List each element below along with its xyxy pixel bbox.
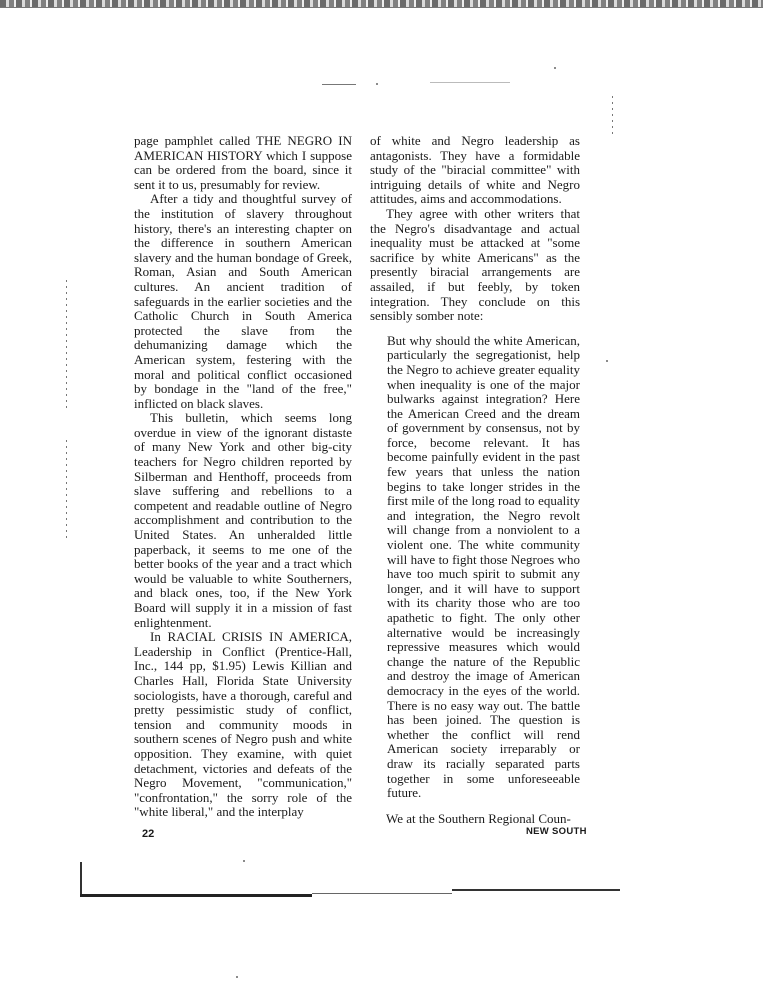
scan-mark: [322, 84, 356, 85]
paragraph: of white and Negro leadership as antagonists. They have a formidable study of the "biracial committee" with intriguing details of white and Negro attitudes, aims and accommodations.: [370, 133, 580, 207]
bottom-rule: [312, 893, 452, 894]
bottom-rule: [452, 889, 620, 891]
scan-speck: [236, 976, 238, 978]
block-quote: But why should the white American, particularly the segregationist, help the Negro to achieve greater equality when inequality is one of the major bulwarks against integration? Here the American Creed and the dream of government by consensus, not by force, become relevant. It has become painfully evident in the past few years that unless the nation begins to take longer strides in the first mile of the long road to equality and integration, the Negro revolt will change from a nonviolent to a violent one. The white community will have to fight those Negroes who have too much spirit to submit any longer, and it will have to support with its charity those who are too apathetic to fight. The only other alternative would be increasingly repressive measures which would change the nature of the Republic and destroy the image of American democracy in the eyes of the world. There is no easy way out. The battle has been joined. The question is whether the conflict will rend American society irreparably or draw its racially separated parts together in some unforeseeable future.: [387, 332, 580, 801]
scan-speck: [554, 67, 556, 69]
paragraph: We at the Southern Regional Coun-: [386, 810, 571, 826]
scan-speck: [606, 360, 608, 362]
scan-dots: [612, 96, 613, 136]
left-column: [134, 134, 352, 820]
scan-dots: [66, 280, 67, 410]
running-head: NEW SOUTH: [526, 826, 587, 837]
scan-top-line: [0, 7, 763, 8]
scan-dots: [66, 440, 67, 540]
paragraph: They agree with other writers that the Negro's disadvantage and actual inequality must be attacked at "some sacrifice by white Americans" as the presently biracial arrangements are assailed, if but feebly, by token integration. They conclude on this sensibly somber note:: [370, 205, 580, 324]
paragraph: After a tidy and thoughtful survey of the institution of slavery throughout history, there's an interesting chapter on the difference in southern American slavery and the human bondage of Greek, Roman, Asian and South American cultures. An ancient tradition of safeguards in the earlier societies and the Catholic Church in South America protected the slave from the dehumanizing damage which the American system, festering with the moral and political conflict occasioned by bondage in the "land of the free," inflicted on black slaves.: [134, 191, 352, 411]
scan-speck: [243, 860, 245, 862]
scan-speck: [376, 83, 378, 85]
bottom-rule: [80, 894, 312, 897]
scan-mark: [430, 82, 510, 83]
scan-bracket: [80, 862, 82, 896]
page-number: 22: [142, 828, 155, 840]
right-column: [370, 134, 580, 826]
paragraph: In RACIAL CRISIS IN AMERICA, Leadership in Conflict (Prentice-Hall, Inc., 144 pp, $1.95) Lewis Killian and Charles Hall, Florida State University sociologists, have a thorough, careful and pretty pessimistic study of conflict, tension and community moods in southern scenes of Negro push and white opposition. They examine, with quiet detachment, victories and defeats of the Negro Movement, "communication," "confrontation," the sorry role of the "white liberal," and the interplay: [134, 629, 352, 820]
paragraph: page pamphlet called THE NEGRO IN AMERICAN HISTORY which I suppose can be ordered from the board, since it sent it to us, presumably for review.: [134, 133, 352, 192]
paragraph: This bulletin, which seems long overdue in view of the ignorant distaste of many New York and other big-city teachers for Negro children reported by Silberman and Henthoff, proceeds from slave suffering and rebellions to a competent and readable outline of Negro accomplishment and contribution to the United States. An unheralded little paperback, it seems to me one of the better books of the year and a tract which would be valuable to white Southerners, and black ones, too, if the New York Board will supply it in a mission of fast enlightenment.: [134, 410, 352, 630]
